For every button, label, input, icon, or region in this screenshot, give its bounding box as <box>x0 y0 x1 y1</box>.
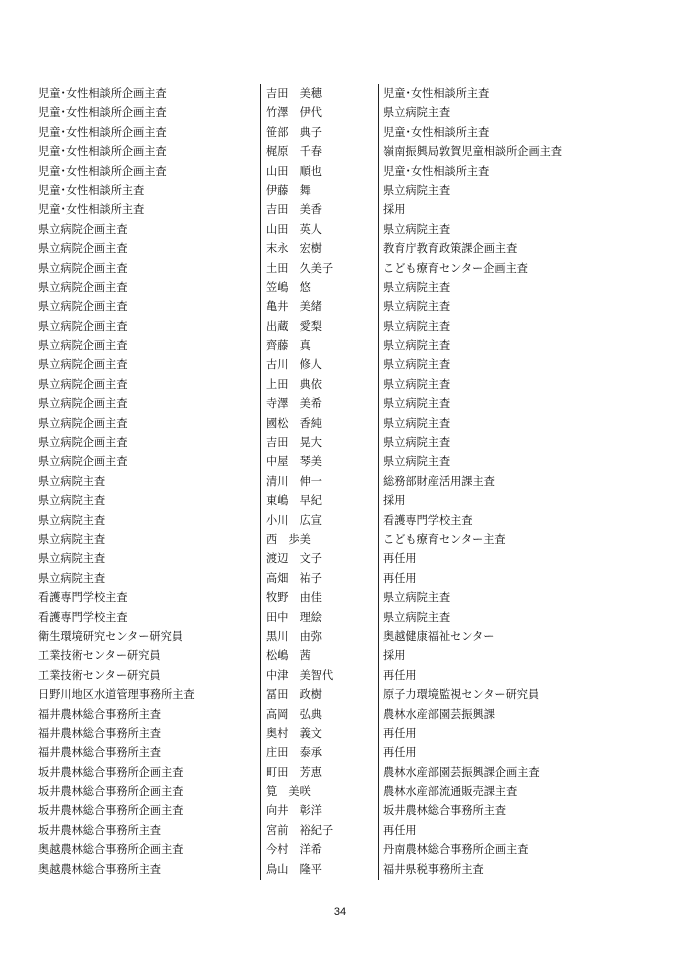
table-row <box>0 724 680 743</box>
new-position: 県立病院主査 <box>38 494 106 508</box>
previous-position: 再任用 <box>383 823 417 837</box>
previous-position: 県立病院主査 <box>383 416 451 430</box>
new-position: 衛生環境研究センター研究員 <box>38 629 183 643</box>
new-position: 県立病院企画主査 <box>38 222 128 236</box>
new-position: 福井農林総合事務所主査 <box>38 726 162 740</box>
previous-position: 県立病院主査 <box>383 358 451 372</box>
new-position: 児童･女性相談所主査 <box>38 203 145 217</box>
new-position: 県立病院主査 <box>38 532 106 546</box>
new-position: 坂井農林総合事務所主査 <box>38 823 162 837</box>
person-name: 清川 伸一 <box>266 474 322 488</box>
person-name: 古川 修人 <box>266 358 322 372</box>
new-position: 奥越農林総合事務所主査 <box>38 862 162 876</box>
table-row <box>0 840 680 859</box>
previous-position: 採用 <box>383 649 406 663</box>
new-position: 県立病院企画主査 <box>38 300 128 314</box>
previous-position: 県立病院主査 <box>383 222 451 236</box>
person-name: 小川 広宣 <box>266 513 322 527</box>
table-row <box>0 666 680 685</box>
person-name: 鳥山 隆平 <box>266 862 322 876</box>
table-row <box>0 200 680 219</box>
person-name: 出蔵 愛梨 <box>266 319 322 333</box>
person-name: 西 歩美 <box>266 532 311 546</box>
previous-position: 再任用 <box>383 726 417 740</box>
new-position: 県立病院主査 <box>38 513 106 527</box>
table-row <box>0 84 680 103</box>
table-row <box>0 142 680 161</box>
table-row <box>0 162 680 181</box>
new-position: 県立病院企画主査 <box>38 319 128 333</box>
previous-position: 採用 <box>383 203 406 217</box>
table-row <box>0 472 680 491</box>
person-name: 黒川 由弥 <box>266 629 322 643</box>
table-row <box>0 569 680 588</box>
previous-position: 県立病院主査 <box>383 106 451 120</box>
previous-position: 県立病院主査 <box>383 300 451 314</box>
table-row <box>0 705 680 724</box>
table-row <box>0 220 680 239</box>
new-position: 坂井農林総合事務所企画主査 <box>38 765 184 779</box>
table-row <box>0 375 680 394</box>
person-name: 中屋 琴美 <box>266 455 322 469</box>
person-name: 竹澤 伊代 <box>266 106 322 120</box>
new-position: 坂井農林総合事務所企画主査 <box>38 804 184 818</box>
previous-position: 県立病院主査 <box>383 319 451 333</box>
table-row <box>0 259 680 278</box>
person-name: 笹部 典子 <box>266 125 322 139</box>
previous-position: 丹南農林総合事務所企画主査 <box>383 843 529 857</box>
previous-position: 県立病院主査 <box>383 610 451 624</box>
table-row <box>0 103 680 122</box>
page-number: 34 <box>333 906 347 918</box>
person-name: 山田 英人 <box>266 222 322 236</box>
new-position: 児童･女性相談所企画主査 <box>38 106 167 120</box>
person-name: 田中 理絵 <box>266 610 322 624</box>
new-position: 児童･女性相談所企画主査 <box>38 87 167 100</box>
table-row <box>0 394 680 413</box>
previous-position: 県立病院主査 <box>383 591 451 605</box>
table-row <box>0 452 680 471</box>
person-name: 牧野 由佳 <box>266 591 322 605</box>
table-row <box>0 355 680 374</box>
previous-position: 児童･女性相談所主査 <box>383 87 490 100</box>
previous-position: 坂井農林総合事務所主査 <box>383 804 507 818</box>
table-row <box>0 782 680 801</box>
new-position: 県立病院企画主査 <box>38 261 128 275</box>
new-position: 県立病院主査 <box>38 552 106 566</box>
new-position: 福井農林総合事務所主査 <box>38 707 162 721</box>
previous-position: 県立病院主査 <box>383 397 451 411</box>
person-name: 吉田 晃大 <box>266 436 322 450</box>
new-position: 県立病院企画主査 <box>38 416 128 430</box>
table-row <box>0 433 680 452</box>
person-name: 町田 芳恵 <box>266 765 322 779</box>
person-name: 齊藤 真 <box>266 339 311 353</box>
table-row <box>0 646 680 665</box>
table-row <box>0 627 680 646</box>
table-row <box>0 278 680 297</box>
new-position: 県立病院企画主査 <box>38 397 128 411</box>
new-position: 児童･女性相談所主査 <box>38 183 145 197</box>
previous-position: 県立病院主査 <box>383 455 451 469</box>
table-row <box>0 297 680 316</box>
previous-position: 県立病院主査 <box>383 436 451 450</box>
table-row <box>0 123 680 142</box>
new-position: 児童･女性相談所企画主査 <box>38 145 167 159</box>
table-row <box>0 801 680 820</box>
new-position: 県立病院企画主査 <box>38 436 128 450</box>
previous-position: 再任用 <box>383 552 417 566</box>
person-name: 山田 順也 <box>266 164 322 178</box>
previous-position: 県立病院主査 <box>383 377 451 391</box>
personnel-list <box>0 84 680 879</box>
table-row <box>0 511 680 530</box>
table-row <box>0 181 680 200</box>
person-name: 筧 美咲 <box>266 785 311 799</box>
new-position: 児童･女性相談所企画主査 <box>38 164 167 178</box>
table-row <box>0 239 680 258</box>
person-name: 東嶋 早紀 <box>266 494 322 508</box>
previous-position: 県立病院主査 <box>383 339 451 353</box>
person-name: 中津 美智代 <box>266 668 334 682</box>
person-name: 庄田 泰承 <box>266 746 322 760</box>
table-row <box>0 588 680 607</box>
person-name: 笠嶋 悠 <box>266 280 311 294</box>
table-row <box>0 685 680 704</box>
new-position: 県立病院企画主査 <box>38 455 128 469</box>
previous-position: 原子力環境監視センター研究員 <box>383 688 540 702</box>
previous-position: 採用 <box>383 494 406 508</box>
person-name: 冨田 政樹 <box>266 688 322 702</box>
person-name: 亀井 美緒 <box>266 300 322 314</box>
table-row <box>0 743 680 762</box>
previous-position: 福井県税事務所主査 <box>383 862 484 876</box>
previous-position: 嶺南振興局敦賀児童相談所企画主査 <box>383 145 563 159</box>
person-name: 寺澤 美希 <box>266 397 322 411</box>
previous-position: 児童･女性相談所主査 <box>383 164 490 178</box>
new-position: 看護専門学校主査 <box>38 610 128 624</box>
table-row <box>0 608 680 627</box>
previous-position: 県立病院主査 <box>383 280 451 294</box>
previous-position: 奥越健康福祉センター <box>383 629 495 643</box>
previous-position: 再任用 <box>383 571 417 585</box>
new-position: 福井農林総合事務所主査 <box>38 746 162 760</box>
table-row <box>0 336 680 355</box>
previous-position: 児童･女性相談所主査 <box>383 125 490 139</box>
new-position: 坂井農林総合事務所企画主査 <box>38 785 184 799</box>
person-name: 吉田 美穂 <box>266 87 322 100</box>
new-position: 県立病院企画主査 <box>38 358 128 372</box>
new-position: 県立病院企画主査 <box>38 377 128 391</box>
previous-position: 農林水産部流通販売課主査 <box>383 785 518 799</box>
new-position: 奥越農林総合事務所企画主査 <box>38 843 184 857</box>
person-name: 宮前 裕紀子 <box>266 823 334 837</box>
new-position: 工業技術センター研究員 <box>38 649 161 663</box>
person-name: 吉田 美香 <box>266 203 322 217</box>
previous-position: 再任用 <box>383 746 417 760</box>
previous-position: 再任用 <box>383 668 417 682</box>
table-row <box>0 414 680 433</box>
table-row <box>0 763 680 782</box>
person-name: 向井 彰洋 <box>266 804 322 818</box>
person-name: 奥村 義文 <box>266 726 322 740</box>
person-name: 土田 久美子 <box>266 261 334 275</box>
previous-position: 県立病院主査 <box>383 183 451 197</box>
table-row <box>0 530 680 549</box>
previous-position: こども療育センター主査 <box>383 532 506 546</box>
previous-position: 看護専門学校主査 <box>383 513 473 527</box>
person-name: 渡辺 文子 <box>266 552 322 566</box>
person-name: 伊藤 舞 <box>266 183 311 197</box>
person-name: 今村 洋希 <box>266 843 322 857</box>
previous-position: 教育庁教育政策課企画主査 <box>383 242 518 256</box>
person-name: 國松 香純 <box>266 416 322 430</box>
person-name: 高畑 祐子 <box>266 571 322 585</box>
previous-position: こども療育センター企画主査 <box>383 261 528 275</box>
table-row <box>0 860 680 879</box>
new-position: 児童･女性相談所企画主査 <box>38 125 167 139</box>
previous-position: 農林水産部園芸振興課 <box>383 707 495 721</box>
table-row <box>0 821 680 840</box>
person-name: 上田 典依 <box>266 377 322 391</box>
table-row <box>0 491 680 510</box>
new-position: 県立病院主査 <box>38 571 106 585</box>
new-position: 看護専門学校主査 <box>38 591 128 605</box>
person-name: 末永 宏樹 <box>266 242 322 256</box>
table-row <box>0 549 680 568</box>
person-name: 梶原 千春 <box>266 145 322 159</box>
person-name: 松嶋 茜 <box>266 649 311 663</box>
previous-position: 総務部財産活用課主査 <box>383 474 495 488</box>
table-row <box>0 317 680 336</box>
new-position: 県立病院企画主査 <box>38 242 128 256</box>
new-position: 県立病院企画主査 <box>38 280 128 294</box>
previous-position: 農林水産部園芸振興課企画主査 <box>383 765 540 779</box>
new-position: 日野川地区水道管理事務所主査 <box>38 688 195 702</box>
new-position: 県立病院主査 <box>38 474 106 488</box>
new-position: 県立病院企画主査 <box>38 339 128 353</box>
new-position: 工業技術センター研究員 <box>38 668 161 682</box>
person-name: 高岡 弘典 <box>266 707 322 721</box>
